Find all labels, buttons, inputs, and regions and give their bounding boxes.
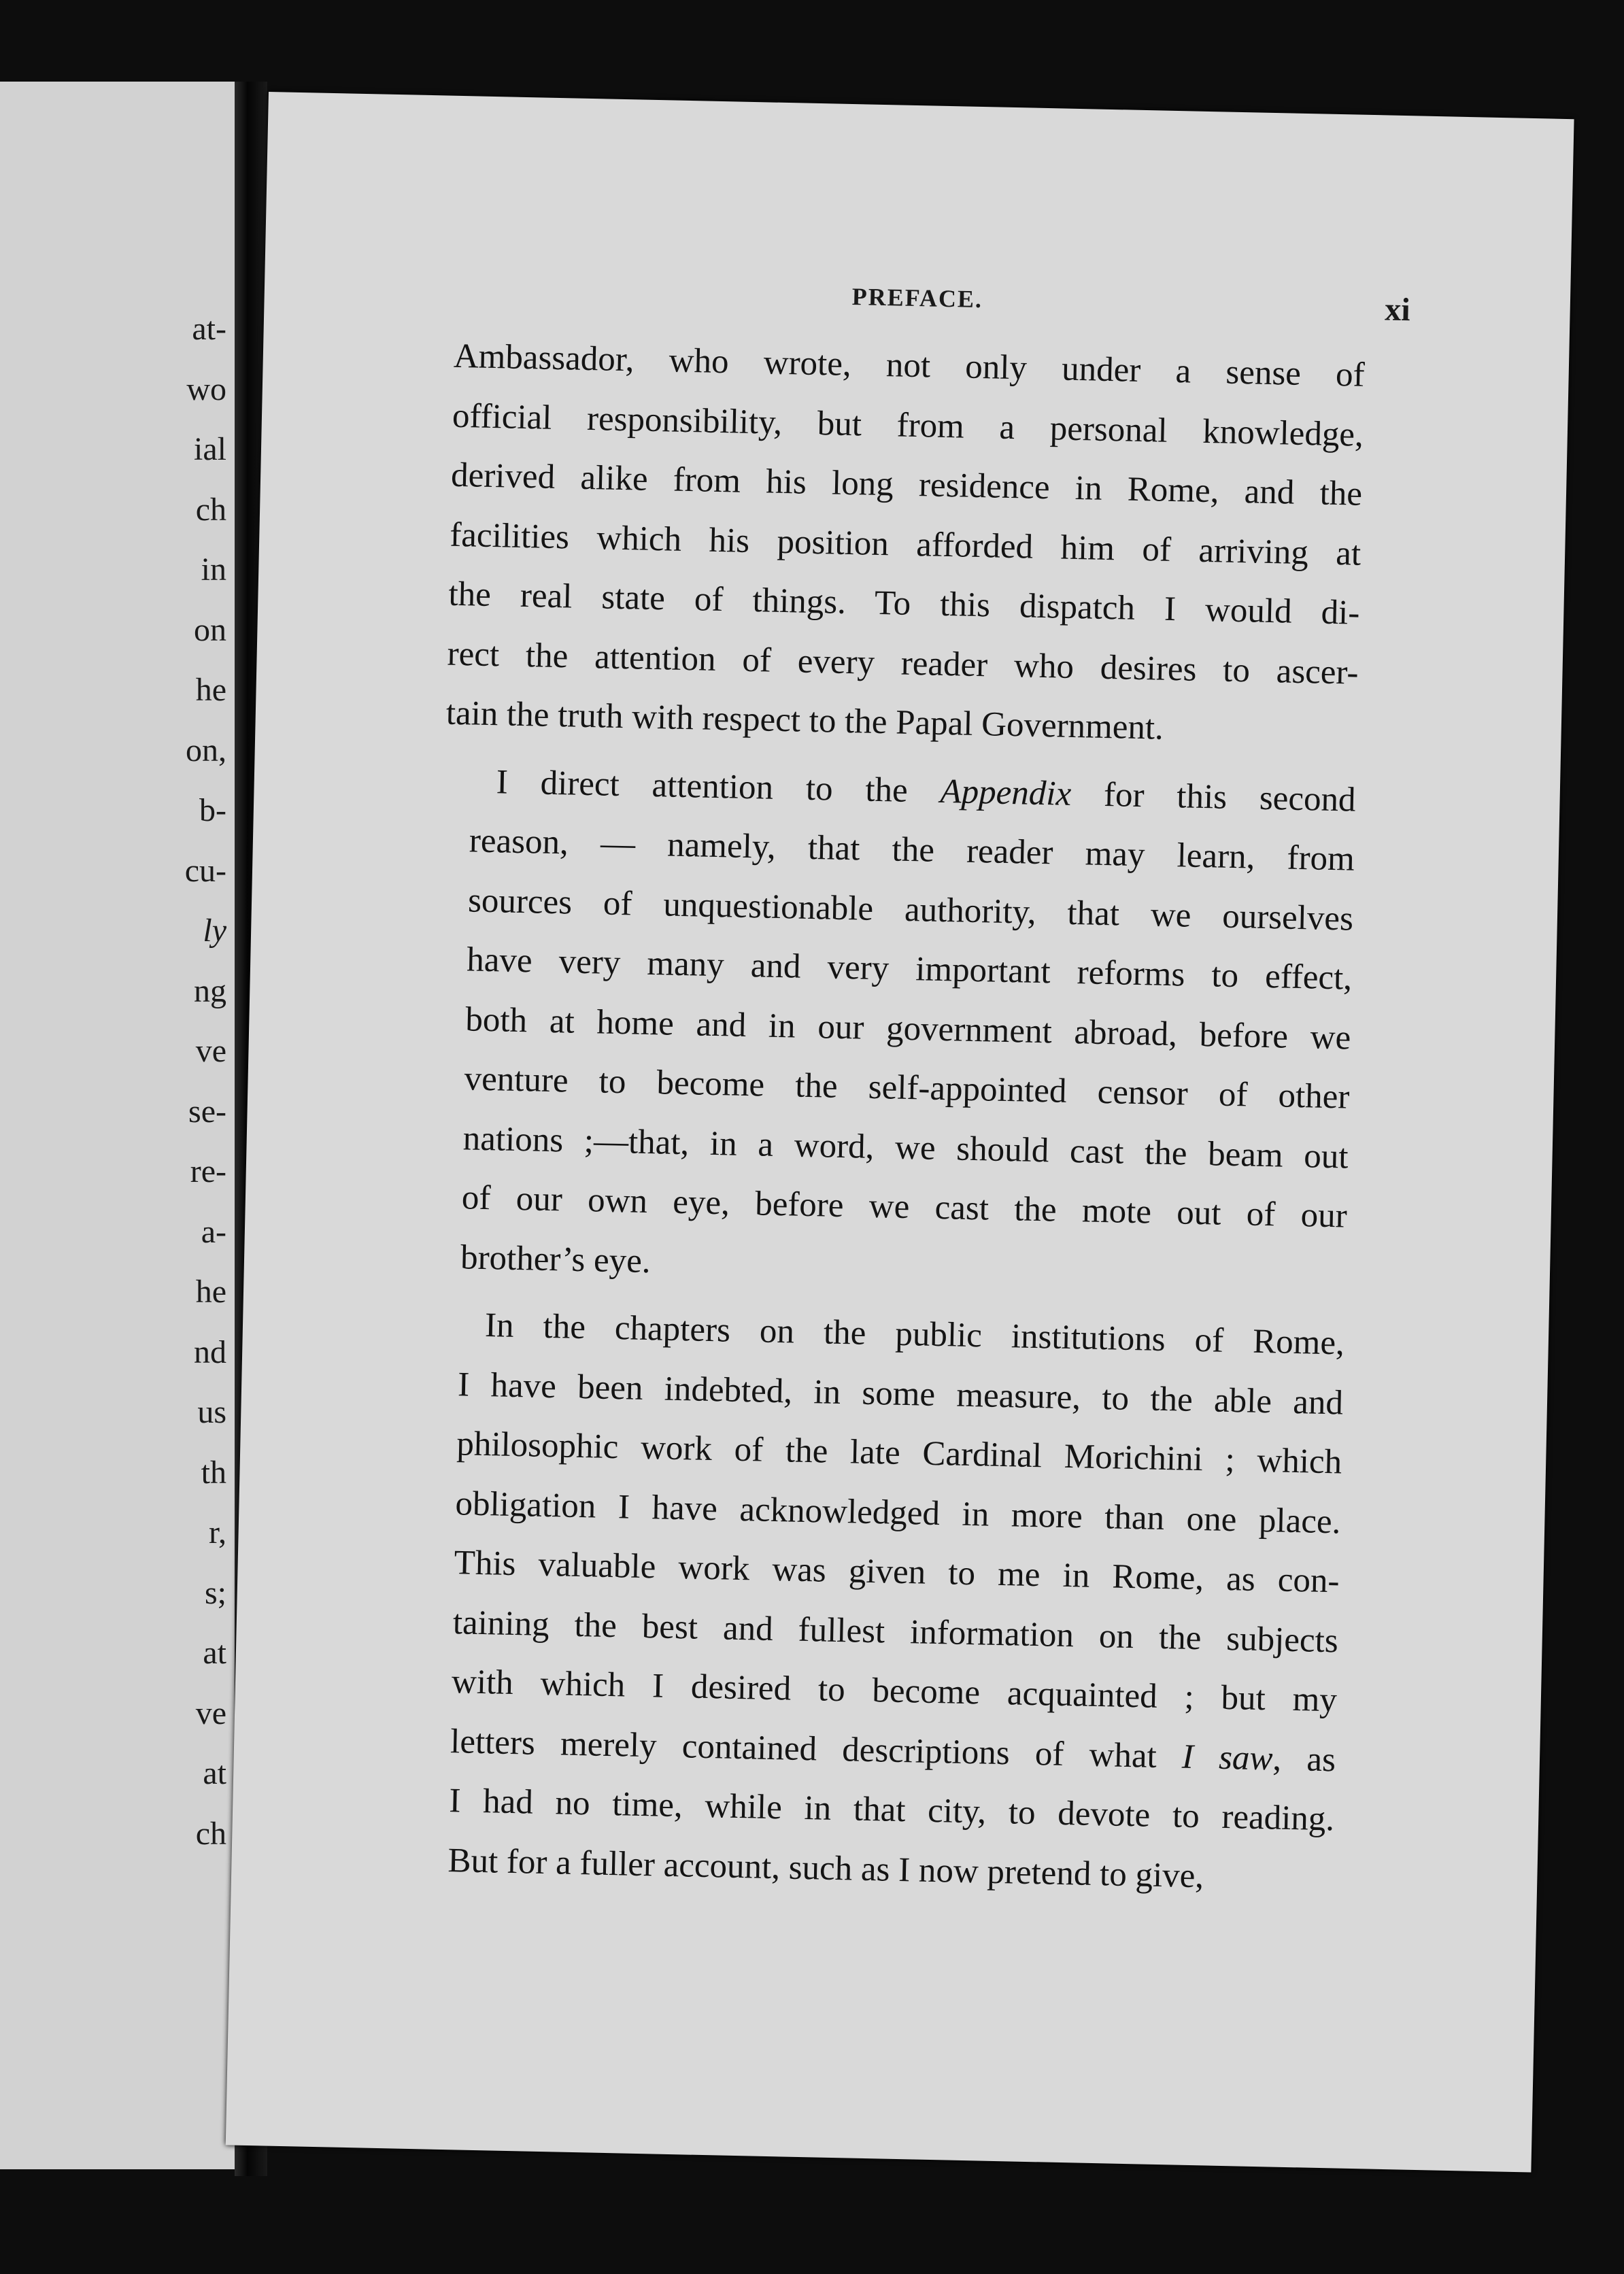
- facing-page-fragment: ial: [194, 431, 226, 467]
- text-line: I have been indebted, in some measure, to the able and: [457, 1365, 1344, 1423]
- facing-page-fragment: ch: [195, 1815, 226, 1852]
- facing-page-fragment: wo: [186, 371, 226, 407]
- facing-page-fragment: b-: [199, 792, 226, 828]
- body-text: [422, 327, 1366, 1910]
- text-line: taining the best and fullest information on the subjects: [452, 1603, 1339, 1660]
- facing-page-fragment: ng: [194, 972, 226, 1009]
- paragraph: [445, 327, 1366, 762]
- text-line: of our own eye, before we cast the mote out of our: [461, 1178, 1348, 1236]
- text-line: I had no time, while in that city, to devote to reading.: [448, 1782, 1335, 1839]
- text-line: philosophic work of the late Cardinal Morichini ; which: [456, 1425, 1342, 1482]
- facing-page-fragment: at: [203, 1755, 226, 1791]
- facing-page-fragment: he: [195, 1274, 226, 1310]
- facing-page-fragment: re-: [190, 1153, 226, 1189]
- facing-page-fragment: nd: [194, 1334, 226, 1370]
- facing-page-fragment: a-: [201, 1213, 226, 1250]
- book-page: [226, 92, 1574, 2173]
- text-line: official responsibility, but from a personal knowledge,: [452, 396, 1364, 454]
- paragraph: [434, 751, 1356, 1306]
- text-line: I direct attention to the Appendix for this second: [496, 762, 1357, 819]
- paragraph: [422, 1295, 1345, 1909]
- text-line: derived alike from his long residence in Rome, and the: [450, 456, 1363, 513]
- text-line: In the chapters on the public institutions of Rome,: [484, 1306, 1345, 1363]
- text-line: This valuable work was given to me in Rome, as con-: [454, 1544, 1340, 1601]
- text-line: sources of unquestionable authority, that we ourselves: [467, 881, 1354, 938]
- facing-page: [0, 82, 235, 2169]
- facing-page-fragment: on,: [186, 732, 226, 768]
- text-line: But for a fuller account, such as I now pretend to give,: [447, 1841, 1204, 1895]
- text-line: reason, — namely, that the reader may learn, from: [469, 821, 1355, 879]
- text-line: the real state of things. To this dispatch I would di-: [448, 575, 1360, 632]
- text-line: rect the attention of every reader who desires to ascer-: [447, 634, 1359, 692]
- running-title: PREFACE.: [851, 283, 983, 313]
- facing-page-fragment: th: [201, 1454, 226, 1491]
- facing-page-fragment: ch: [195, 491, 226, 528]
- facing-page-fragment: in: [201, 551, 226, 588]
- text-line: facilities which his position afforded him of arriving at: [449, 515, 1361, 573]
- facing-page-fragment: cu-: [184, 852, 226, 889]
- text-line: have very many and very important reforms to effect,: [466, 940, 1353, 998]
- text-line: with which I desired to become acquainted ; but my: [451, 1663, 1338, 1720]
- text-line: letters merely contained descriptions of what I saw, as: [450, 1722, 1336, 1779]
- facing-page-fragment: r,: [208, 1514, 226, 1550]
- facing-page-fragment: ve: [195, 1695, 226, 1731]
- text-line: Ambassador, who wrote, not only under a sense of: [453, 337, 1366, 394]
- facing-page-fragment: ly: [203, 913, 226, 949]
- text-line: nations ;—that, in a word, we should cast the beam out: [462, 1119, 1349, 1176]
- text-line: brother’s eye.: [460, 1238, 652, 1280]
- facing-page-fragment: s;: [204, 1574, 226, 1611]
- facing-page-fragment: at: [203, 1635, 226, 1671]
- text-line: obligation I have acknowledged in more than one place.: [455, 1484, 1341, 1541]
- text-line: both at home and in our government abroad, before we: [464, 1000, 1351, 1057]
- facing-page-fragment: on: [194, 611, 226, 648]
- facing-page-fragment: se-: [188, 1093, 226, 1130]
- text-line: tain the truth with respect to the Papal Government.: [445, 694, 1164, 747]
- page-number: xi: [1384, 291, 1411, 328]
- facing-page-fragment: he: [195, 672, 226, 708]
- facing-page-fragment: us: [197, 1394, 226, 1430]
- facing-page-fragment: ve: [195, 1033, 226, 1069]
- facing-page-fragment: at-: [192, 311, 226, 347]
- text-line: venture to become the self-appointed censor of other: [464, 1059, 1350, 1117]
